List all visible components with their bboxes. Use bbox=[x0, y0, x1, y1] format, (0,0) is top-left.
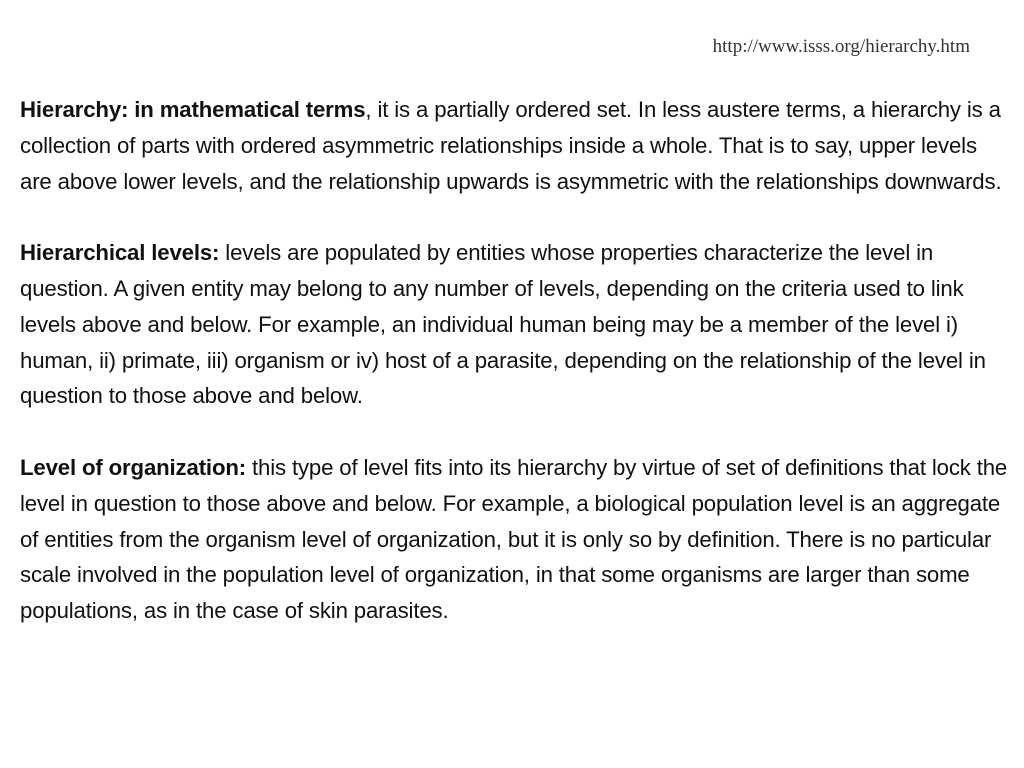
paragraph-level-of-organization bbox=[20, 450, 1010, 629]
paragraph-hierarchical-levels bbox=[20, 235, 1010, 414]
source-url: http://www.isss.org/hierarchy.htm bbox=[712, 36, 970, 57]
definition-hierarchical-levels: levels are populated by entities whose properties characterize the level in question. A given entity may belong to any number of levels, depending on the criteria used to link levels above and below. For example, an individual human being may be a member of the level i) human, ii) primate, iii) organism or iv) host of a parasite, depending on the relationship of the level in question to those above and below. bbox=[20, 240, 986, 409]
term-hierarchy: Hierarchy: in mathematical terms bbox=[20, 97, 366, 122]
definition-level-of-organization: this type of level fits into its hierarchy by virtue of set of definitions that lock the level in question to those above and below. For example, a biological population level is an aggregate of entities from the organism level of organization, but it is only so by definition. There is no particular scale involved in the population level of organization, in that some organisms are larger than some populations, as in the case of skin parasites. bbox=[20, 454, 1008, 624]
paragraph-hierarchy bbox=[20, 92, 1010, 199]
definitions-body bbox=[20, 92, 1010, 665]
term-hierarchical-levels: Hierarchical levels: bbox=[20, 240, 220, 266]
definition-hierarchy: , it is a partially ordered set. In less austere terms, a hierarchy is a collection of parts with ordered asymmetric relationships inside a whole. That is to say, upper levels are above lower levels, and the relationship upwards is asymmetric with the relationships downwards. bbox=[20, 97, 1002, 194]
term-level-of-organization: Level of organization: bbox=[20, 454, 246, 480]
